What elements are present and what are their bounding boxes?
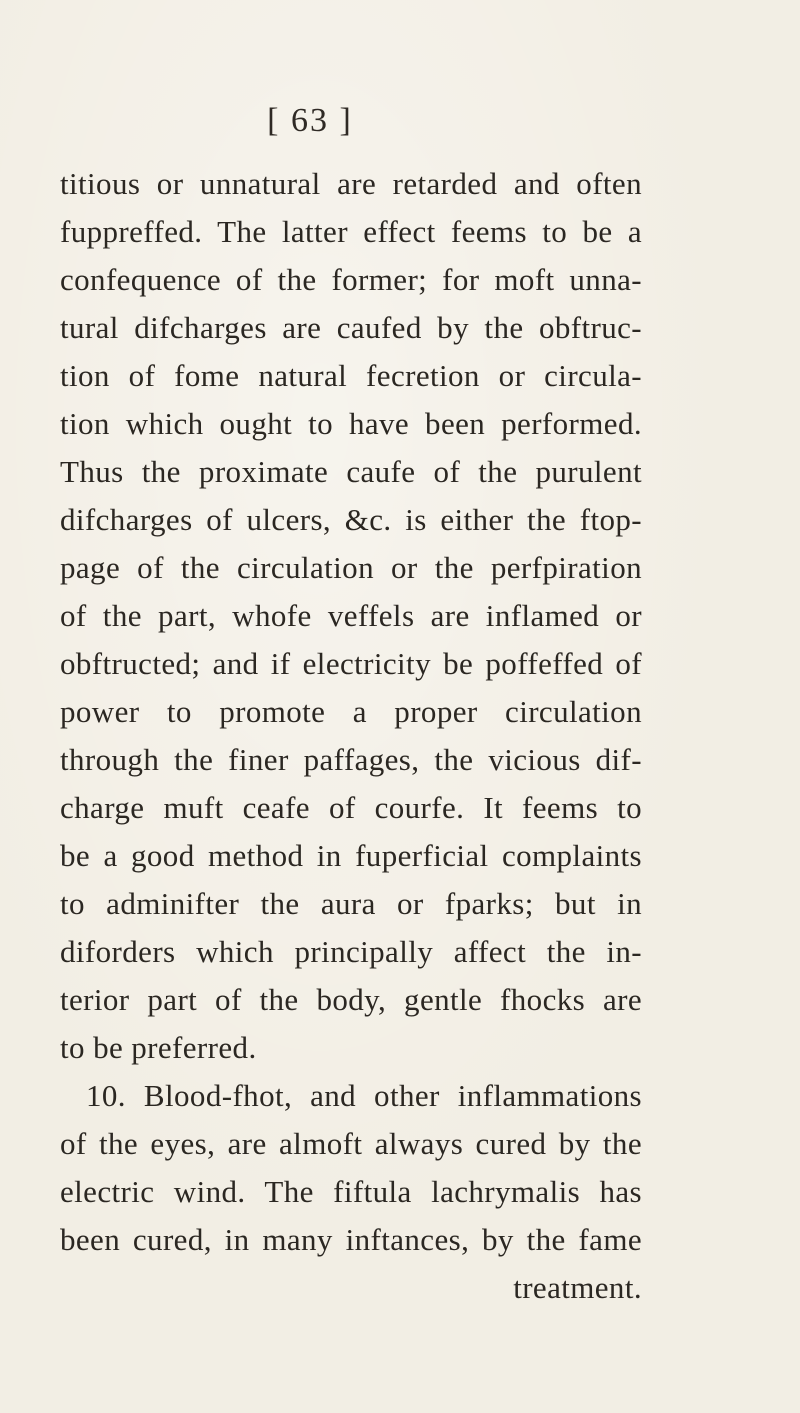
text-line: been cured, in many inftances, by the fame [60,1222,642,1257]
text-line: confequence of the former; for moft unna- [60,262,642,297]
text-line: of the eyes, are almoft always cured by the [60,1126,642,1161]
text-line: Thus the proximate caufe of the purulent [60,454,642,489]
text-line: to adminifter the aura or fparks; but in [60,886,642,921]
body-text [60,160,642,1312]
text-line: tural difcharges are caufed by the obftruc- [60,310,642,345]
text-line: titious or unnatural are retarded and often [60,166,642,201]
page-number: [ 63 ] [267,102,353,139]
text-line: electric wind. The fiftula lachrymalis has [60,1174,642,1209]
text-line: to be preferred. [60,1030,257,1065]
text-line: treatment. [513,1270,642,1305]
text-line: fuppreffed. The latter effect feems to be a [60,214,642,249]
text-line: 10. Blood-fhot, and other inflammations [86,1078,642,1113]
text-line: be a good method in fuperficial complaints [60,838,642,873]
text-line: tion of fome natural fecretion or circula- [60,358,642,393]
text-line: obftructed; and if electricity be poffeffed of [60,646,642,681]
text-line: page of the circulation or the perfpiration [60,550,642,585]
text-line: terior part of the body, gentle fhocks are [60,982,642,1017]
text-line: of the part, whofe veffels are inflamed or [60,598,642,633]
text-line: charge muft ceafe of courfe. It feems to [60,790,642,825]
text-line: through the finer paffages, the vicious dif- [60,742,642,777]
text-line: diforders which principally affect the in- [60,934,642,969]
text-line: difcharges of ulcers, &c. is either the ftop- [60,502,642,537]
text-line: tion which ought to have been performed. [60,406,642,441]
text-line: power to promote a proper circulation [60,694,642,729]
